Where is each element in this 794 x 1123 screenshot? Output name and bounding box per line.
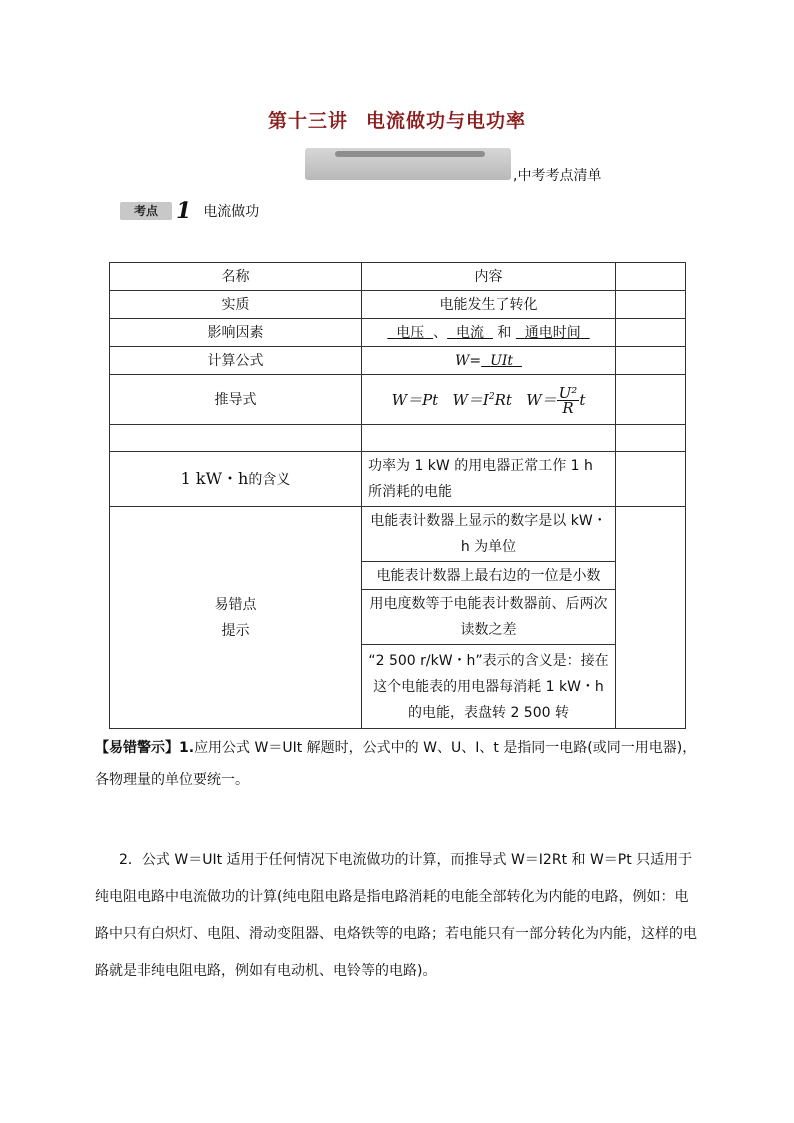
point2-paragraph: 2．公式 W＝UIt 适用于任何情况下电流做功的计算，而推导式 W＝I2Rt 和 W＝Pt 只适用于纯电阻电路中电流做功的计算(纯电阻电路是指电路消耗的电能全部转化为内能的电路，例如：电路中只有白炽灯、电阻、滑动变阻器、电烙铁等的电路；若电能只有一部分转化为内能，这样的电路就是非纯电阻电路，例如有电动机、电铃等的电路)。 bbox=[95, 852, 697, 979]
empty-cell bbox=[616, 375, 686, 425]
row-content: W= UIt bbox=[362, 347, 616, 375]
answer-blank: 通电时间 bbox=[524, 324, 581, 341]
row-name: 推导式 bbox=[110, 375, 362, 425]
row-name: 实质 bbox=[110, 291, 362, 319]
row-name: 影响因素 bbox=[110, 319, 362, 347]
exam-point-number: 1 bbox=[176, 198, 192, 224]
empty-cell bbox=[616, 319, 686, 347]
table-row bbox=[110, 425, 686, 452]
answer-blank: UIt bbox=[490, 352, 514, 369]
table-row bbox=[110, 347, 686, 375]
empty-cell bbox=[616, 452, 686, 507]
lecture-topic: 电流做功与电功率 bbox=[366, 110, 527, 132]
knowledge-table bbox=[109, 262, 686, 729]
tip-item: “2 500 r/kW・h”表示的含义是：接在这个电能表的用电器每消耗 1 kW・h 的电能，表盘转 2 500 转 bbox=[362, 645, 616, 729]
row-name: 易错点 提示 bbox=[110, 507, 362, 729]
tip-item: 电能表计数器上最右边的一位是小数 bbox=[362, 562, 616, 590]
warning-lead: 【易错警示】1. bbox=[95, 740, 195, 756]
table-row bbox=[110, 319, 686, 347]
empty-cell bbox=[616, 425, 686, 452]
row-name: 计算公式 bbox=[110, 347, 362, 375]
lecture-number: 第十三讲 bbox=[267, 110, 348, 132]
table-row bbox=[110, 263, 686, 291]
tip-item: 用电度数等于电能表计数器前、后两次读数之差 bbox=[362, 590, 616, 645]
warning-paragraph bbox=[95, 732, 700, 796]
warning-text: 应用公式 W＝UIt 解题时，公式中的 W、U、I、t 是指同一电路(或同一用电器)，各物理量的单位要统一。 bbox=[95, 740, 697, 788]
row-content: 功率为 1 kW 的用电器正常工作 1 h 所消耗的电能 bbox=[362, 452, 616, 507]
empty-cell bbox=[616, 347, 686, 375]
table-row bbox=[110, 452, 686, 507]
empty-cell bbox=[616, 263, 686, 291]
exam-point-badge: 考点 bbox=[120, 202, 172, 220]
exam-point-label: 电流做功 bbox=[203, 204, 260, 220]
section-heading: ,中考考点清单 bbox=[513, 168, 602, 184]
table-row bbox=[110, 375, 686, 425]
page-title bbox=[0, 106, 794, 133]
empty-cell bbox=[616, 507, 686, 729]
answer-blank: 电流 bbox=[456, 324, 485, 341]
empty-cell bbox=[110, 425, 362, 452]
header-name: 名称 bbox=[110, 263, 362, 291]
table-row bbox=[110, 507, 686, 562]
header-content: 内容 bbox=[362, 263, 616, 291]
exam-point-header bbox=[120, 198, 259, 224]
empty-cell bbox=[616, 291, 686, 319]
empty-cell bbox=[362, 425, 616, 452]
answer-blank: 电压 bbox=[396, 324, 425, 341]
row-content: 电能发生了转化 bbox=[362, 291, 616, 319]
tip-item: 电能表计数器上显示的数字是以 kW・h 为单位 bbox=[362, 507, 616, 562]
row-name: 1 kW・h的含义 bbox=[110, 452, 362, 507]
row-content: W＝Pt $W=I^2Rt$ W＝ $\frac{\text{U²}}{R}$ t bbox=[362, 375, 616, 425]
fraction: $\frac{\text{U²}}{R}$ bbox=[558, 384, 578, 418]
row-content: 电压 、 电流 和 通电时间 bbox=[362, 319, 616, 347]
table-row bbox=[110, 291, 686, 319]
banner-ridge bbox=[335, 151, 485, 157]
section-banner bbox=[305, 148, 511, 180]
